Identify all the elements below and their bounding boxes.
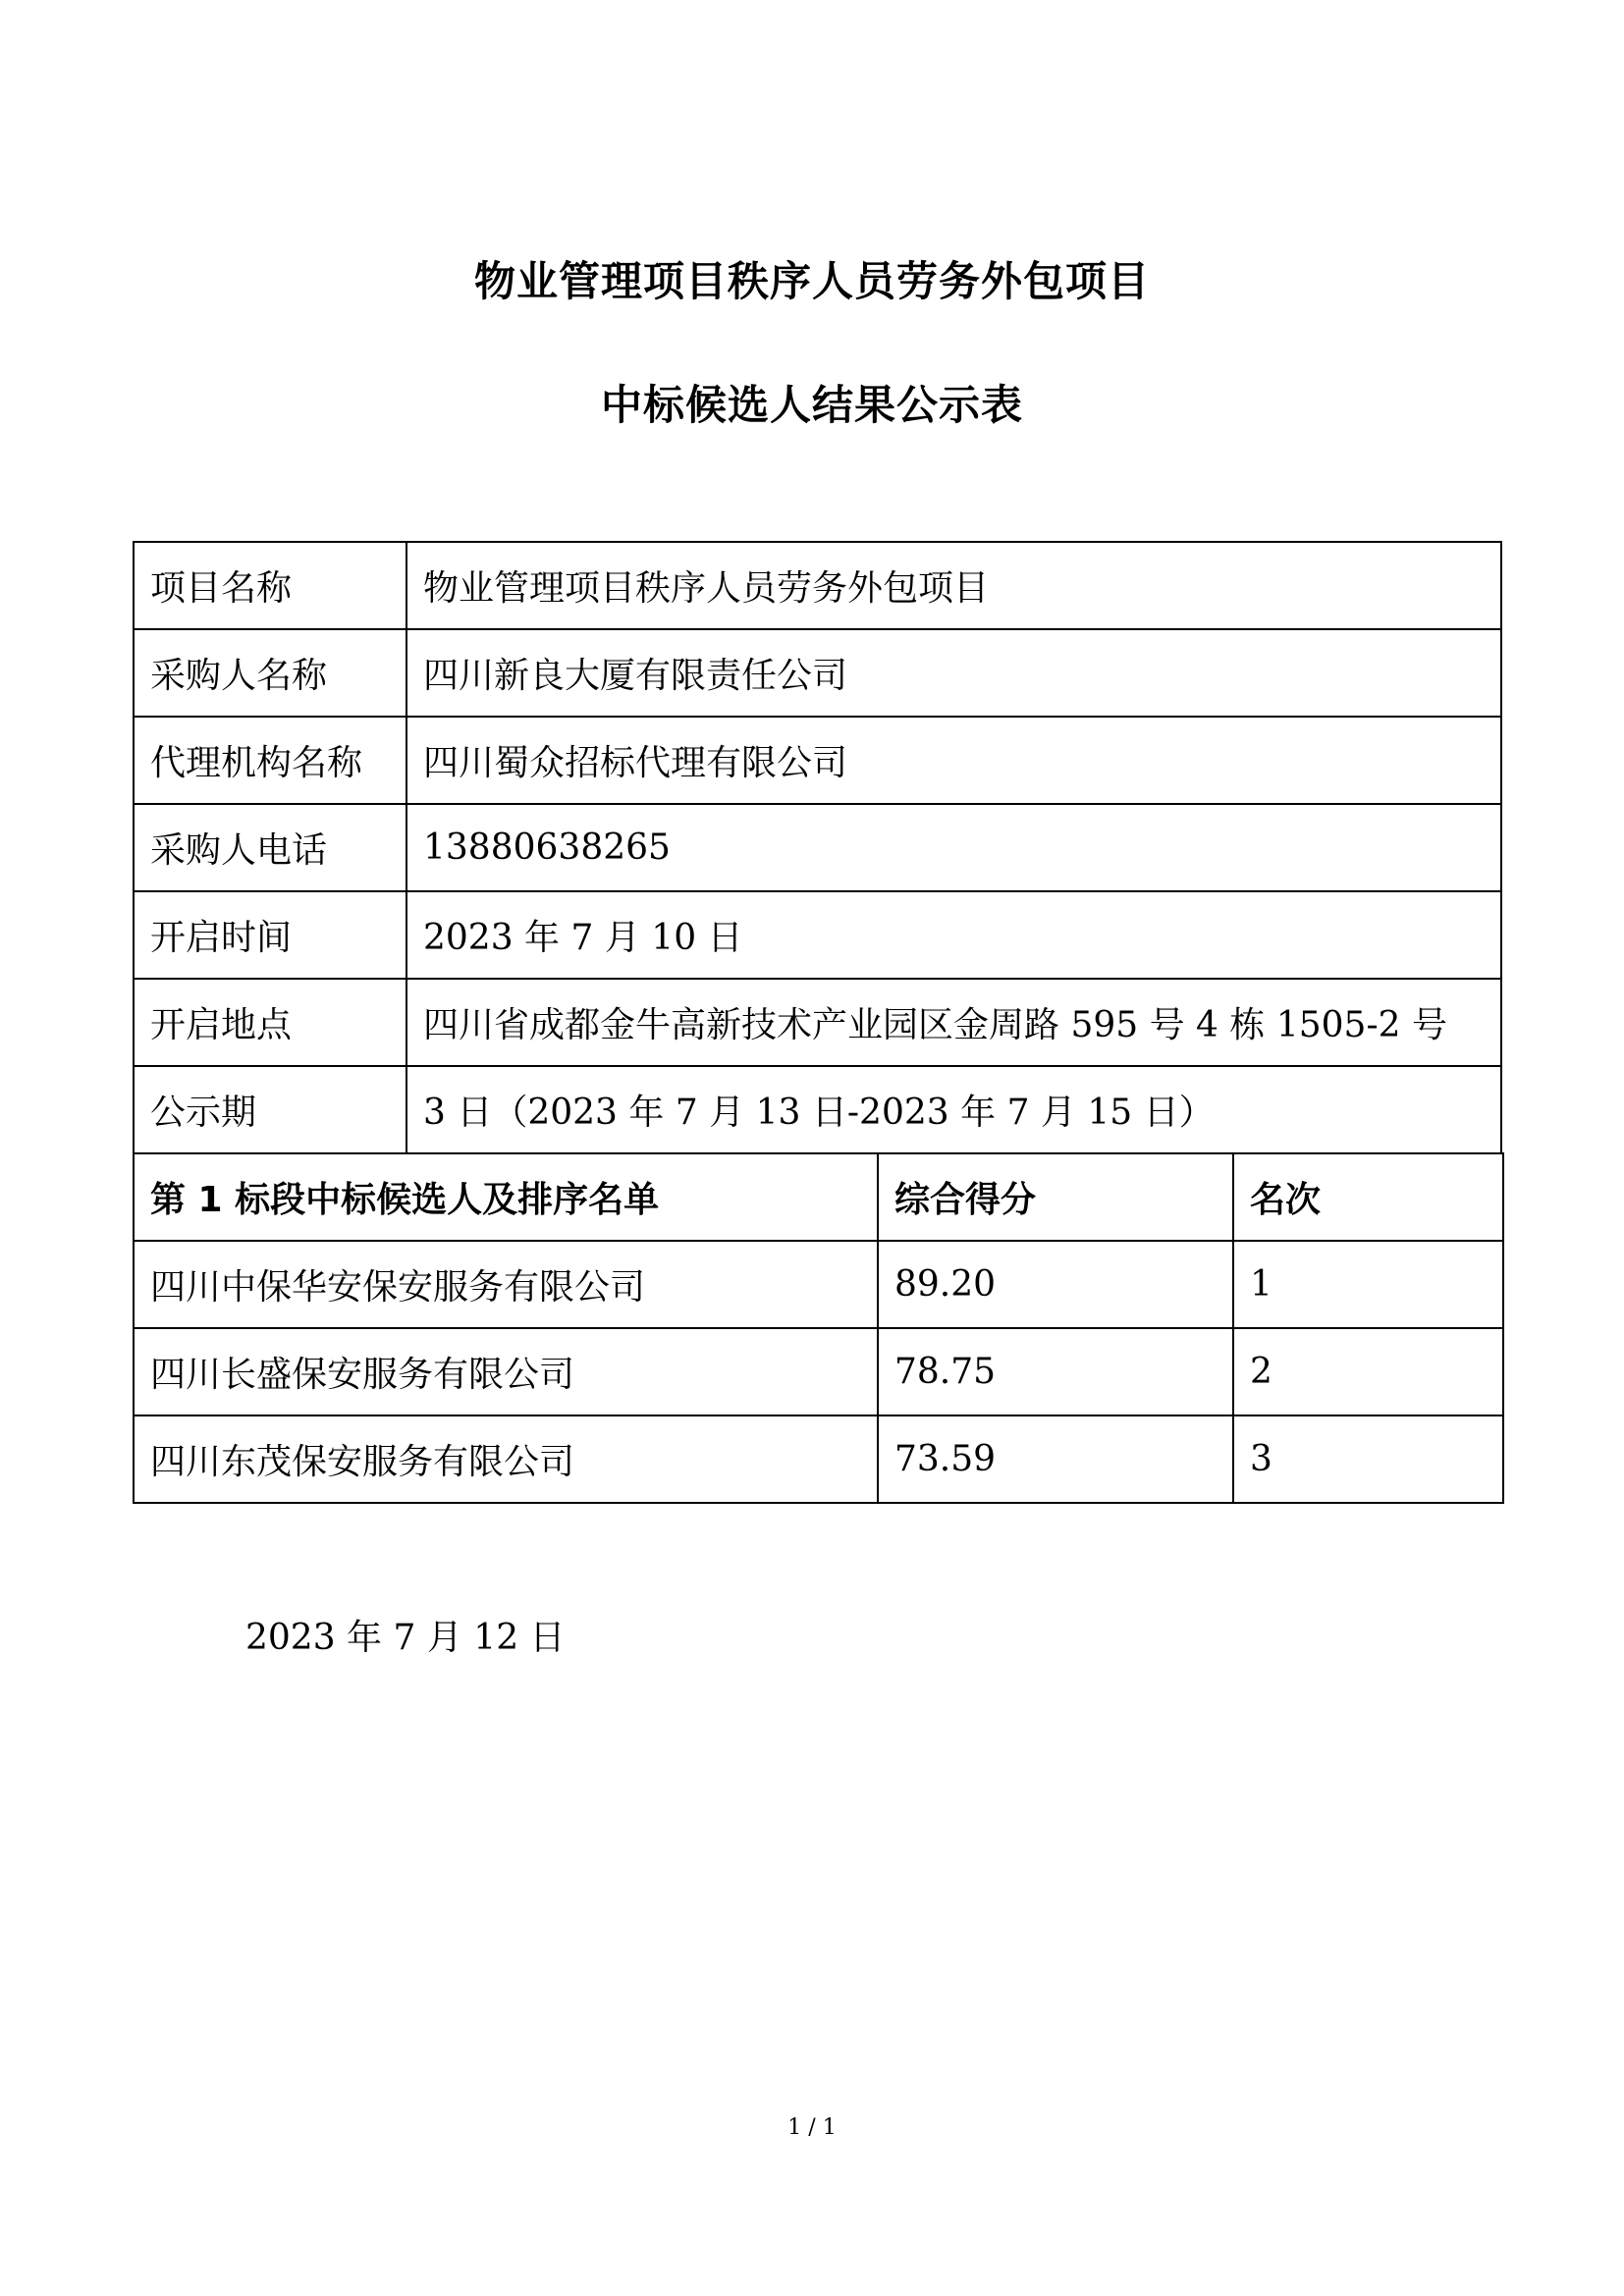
row-label: 采购人电话 bbox=[134, 804, 406, 891]
table-row bbox=[134, 1241, 1503, 1328]
row-label: 开启地点 bbox=[134, 979, 406, 1066]
table-row bbox=[134, 1066, 1501, 1153]
candidate-score: 78.75 bbox=[878, 1328, 1233, 1415]
candidate-name: 四川东茂保安服务有限公司 bbox=[134, 1415, 878, 1503]
page-number: 1 / 1 bbox=[787, 2115, 837, 2140]
document-date: 2023 年 7 月 12 日 bbox=[245, 1618, 566, 1658]
table-row bbox=[134, 804, 1501, 891]
row-value: 物业管理项目秩序人员劳务外包项目 bbox=[406, 542, 1501, 629]
header-score: 综合得分 bbox=[878, 1153, 1233, 1241]
table-row bbox=[134, 1328, 1503, 1415]
row-value: 2023 年 7 月 10 日 bbox=[406, 891, 1501, 979]
project-info-table bbox=[133, 541, 1502, 1154]
candidate-name: 四川中保华安保安服务有限公司 bbox=[134, 1241, 878, 1328]
page-subtitle: 中标候选人结果公示表 bbox=[600, 381, 1023, 429]
table-row bbox=[134, 891, 1501, 979]
row-value: 四川省成都金牛高新技术产业园区金周路 595 号 4 栋 1505-2 号 bbox=[406, 979, 1501, 1066]
page-title: 物业管理项目秩序人员劳务外包项目 bbox=[473, 257, 1150, 305]
header-rank: 名次 bbox=[1233, 1153, 1503, 1241]
row-label: 开启时间 bbox=[134, 891, 406, 979]
candidate-score: 73.59 bbox=[878, 1415, 1233, 1503]
row-value: 四川新良大厦有限责任公司 bbox=[406, 629, 1501, 717]
row-value: 四川蜀众招标代理有限公司 bbox=[406, 717, 1501, 804]
table-row bbox=[134, 629, 1501, 717]
candidate-rank: 2 bbox=[1233, 1328, 1503, 1415]
candidate-rank: 3 bbox=[1233, 1415, 1503, 1503]
table-header-row bbox=[134, 1153, 1503, 1241]
table-row bbox=[134, 979, 1501, 1066]
candidate-score: 89.20 bbox=[878, 1241, 1233, 1328]
header-candidate: 第 1 标段中标候选人及排序名单 bbox=[134, 1153, 878, 1241]
row-label: 采购人名称 bbox=[134, 629, 406, 717]
row-value: 13880638265 bbox=[406, 804, 1501, 891]
row-label: 项目名称 bbox=[134, 542, 406, 629]
candidate-name: 四川长盛保安服务有限公司 bbox=[134, 1328, 878, 1415]
ranking-table bbox=[133, 1152, 1504, 1504]
table-row bbox=[134, 542, 1501, 629]
table-row bbox=[134, 1415, 1503, 1503]
table-row bbox=[134, 717, 1501, 804]
row-label: 公示期 bbox=[134, 1066, 406, 1153]
row-label: 代理机构名称 bbox=[134, 717, 406, 804]
row-value: 3 日（2023 年 7 月 13 日-2023 年 7 月 15 日） bbox=[406, 1066, 1501, 1153]
candidate-rank: 1 bbox=[1233, 1241, 1503, 1328]
